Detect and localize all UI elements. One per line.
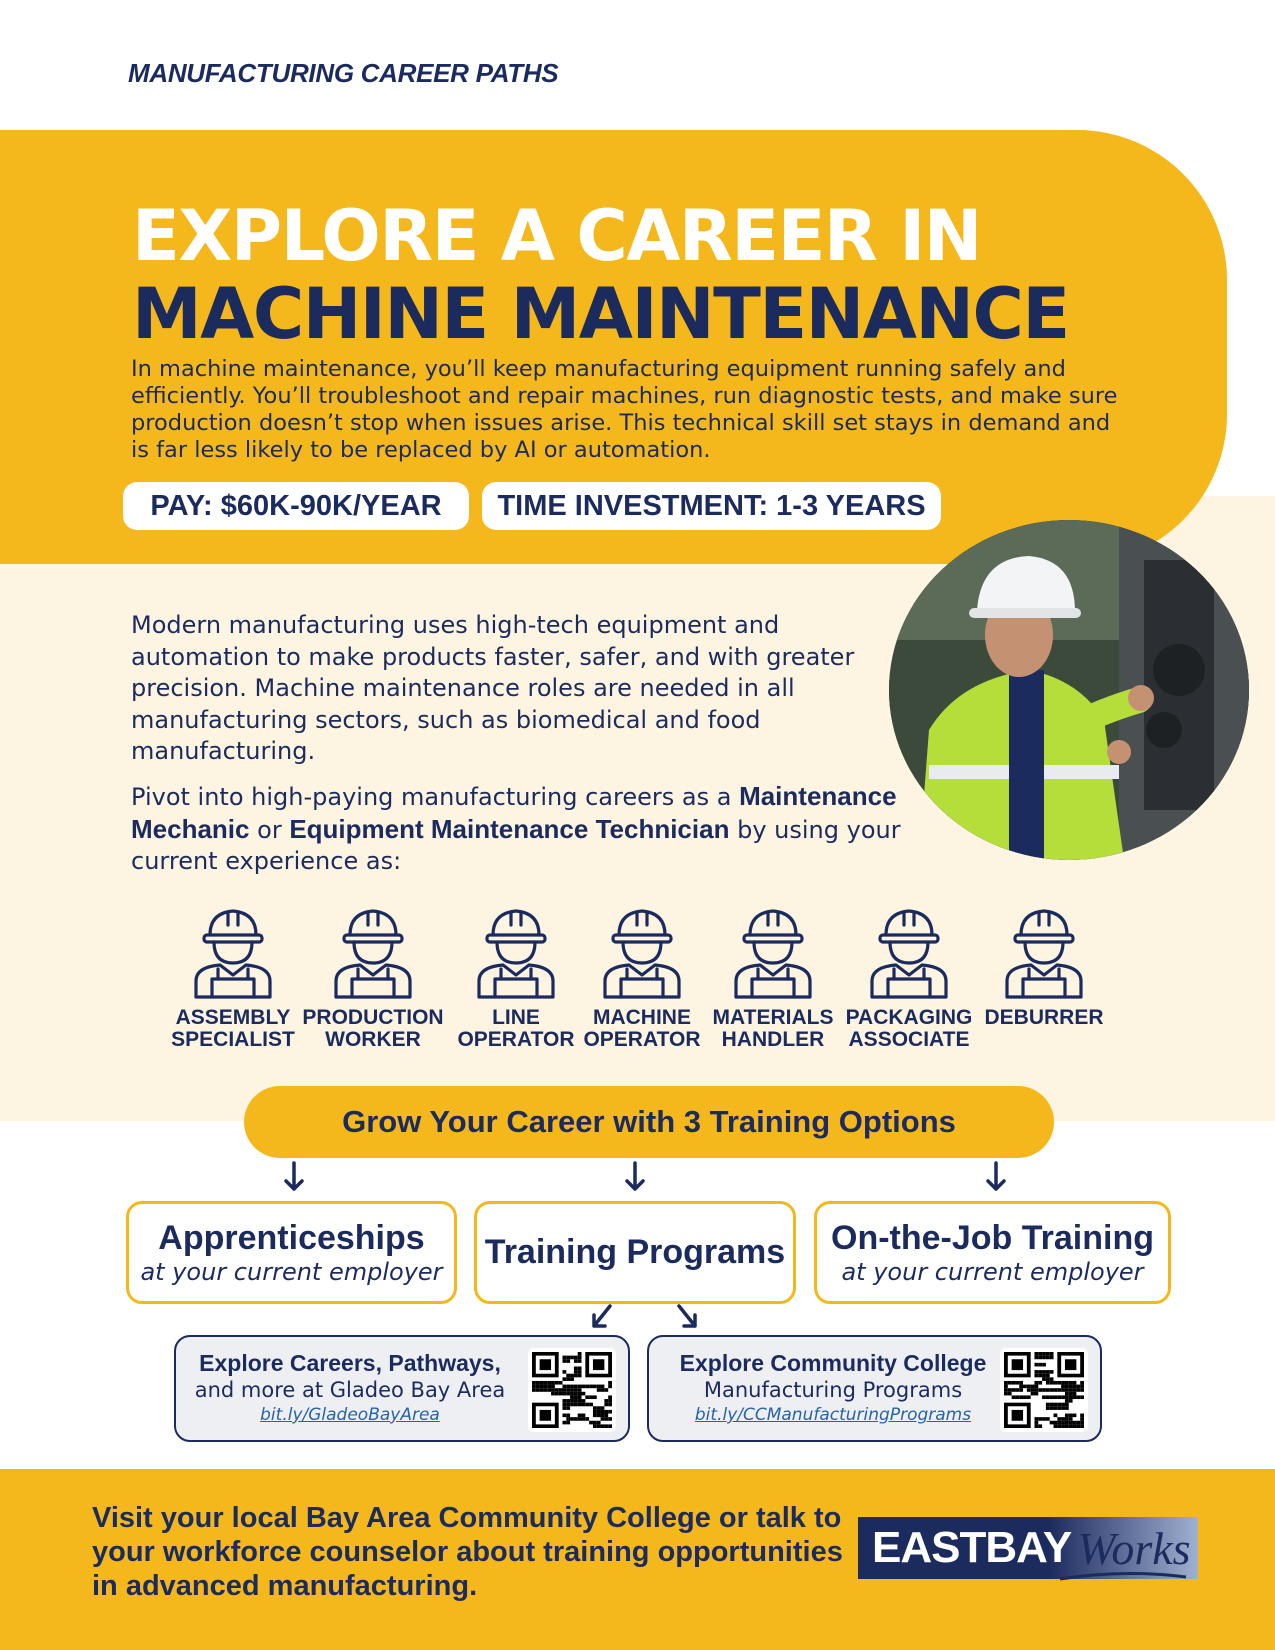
pivot-text-start: Pivot into high-paying manufacturing careers as a [131,783,740,811]
logo-swoosh-icon [1058,1571,1188,1583]
technician-photo [889,520,1249,860]
role-label: PRODUCTION WORKER [302,1006,444,1051]
role-item [698,905,848,1051]
intro-paragraph: Modern manufacturing uses high-tech equipment and automation to make products faster, safer, and with greater precision. Machine maintenance roles are needed in all manufacturing sectors, such as biomedical and food manufacturing. [131,611,855,765]
option-on-the-job-training [814,1201,1171,1304]
hero-title-line2: MACHINE MAINTENANCE [132,273,1069,355]
pay-badge: PAY: $60K-90K/YEAR [123,482,469,530]
pivot-role-equipment-technician: Equipment Maintenance Technician [289,813,730,844]
role-item [158,905,308,1051]
arrow-down-icon [624,1161,646,1193]
worker-icon [730,905,816,999]
worker-icon [190,905,276,999]
resource-link[interactable]: bit.ly/GladeoBayArea [260,1405,440,1425]
pivot-text-or: or [249,815,290,844]
option-title: Training Programs [484,1233,786,1271]
training-options-heading: Grow Your Career with 3 Training Options [244,1086,1054,1158]
worker-icon [473,905,559,999]
pivot-role-maintenance-mechanic: Maintenance Mechanic [131,781,897,844]
resource-subtitle: and more at Gladeo Bay Area [194,1378,506,1402]
footer-call-to-action: Visit your local Bay Area Community College or talk to your workforce counselor about training opportunities in advanced manufacturing. [92,1502,843,1602]
arrow-down-right-icon [673,1302,701,1332]
worker-icon [330,905,416,999]
qr-pattern [532,1352,612,1428]
role-label: LINE OPERATOR [457,1006,575,1051]
arrow-down-left-icon [588,1302,616,1332]
role-label: MATERIALS HANDLER [712,1006,834,1051]
hero-description: In machine maintenance, you’ll keep manufacturing equipment running safely and efficiently. You’ll troubleshoot and repair machines, run diagnostic tests, and make sure production doesn’t stop when issues arise. This technical skill set stays in demand and is far less likely to be replaced by AI or automation. [131,356,1118,463]
option-training-programs [474,1201,796,1304]
role-item [969,905,1119,1029]
pivot-paragraph [131,781,931,878]
role-item [567,905,717,1051]
worker-icon [599,905,685,999]
arrow-down-icon [283,1161,305,1193]
resource-title: Explore Careers, Pathways, [199,1350,501,1376]
arrow-down-icon [985,1161,1007,1193]
hero-title-line1: EXPLORE A CAREER IN [132,195,981,277]
role-label: ASSEMBLY SPECIALIST [171,1006,295,1051]
qr-pattern [1004,1352,1084,1428]
qr-code-icon[interactable] [1000,1348,1088,1432]
option-title: On-the-Job Training [831,1219,1154,1257]
role-item [834,905,984,1051]
worker-icon [1001,905,1087,999]
option-apprenticeships [126,1201,457,1304]
option-subtitle: at your current employer [140,1258,443,1286]
resource-subtitle: Manufacturing Programs [703,1378,963,1402]
role-label: DEBURRER [984,1006,1104,1029]
worker-icon [866,905,952,999]
role-label: MACHINE OPERATOR [583,1006,701,1051]
logo-text-works: Works [1077,1522,1191,1574]
page-eyebrow: MANUFACTURING CAREER PATHS [128,58,559,88]
role-label: PACKAGING ASSOCIATE [845,1006,973,1051]
qr-code-icon[interactable] [528,1348,616,1432]
footer-band [0,1469,1275,1650]
role-item [298,905,448,1051]
resource-link[interactable]: bit.ly/CCManufacturingPrograms [694,1405,972,1425]
time-investment-badge: TIME INVESTMENT: 1-3 YEARS [482,482,941,530]
option-title: Apprenticeships [158,1219,425,1257]
resource-title: Explore Community College [679,1350,987,1376]
pivot-text-end: by using your current experience as: [131,815,901,875]
eastbay-works-logo [858,1517,1198,1579]
logo-text-eastbay: EASTBAY [872,1523,1072,1572]
resource-gladeo[interactable] [174,1335,630,1442]
option-subtitle: at your current employer [841,1258,1144,1286]
resource-community-college[interactable] [647,1335,1102,1442]
